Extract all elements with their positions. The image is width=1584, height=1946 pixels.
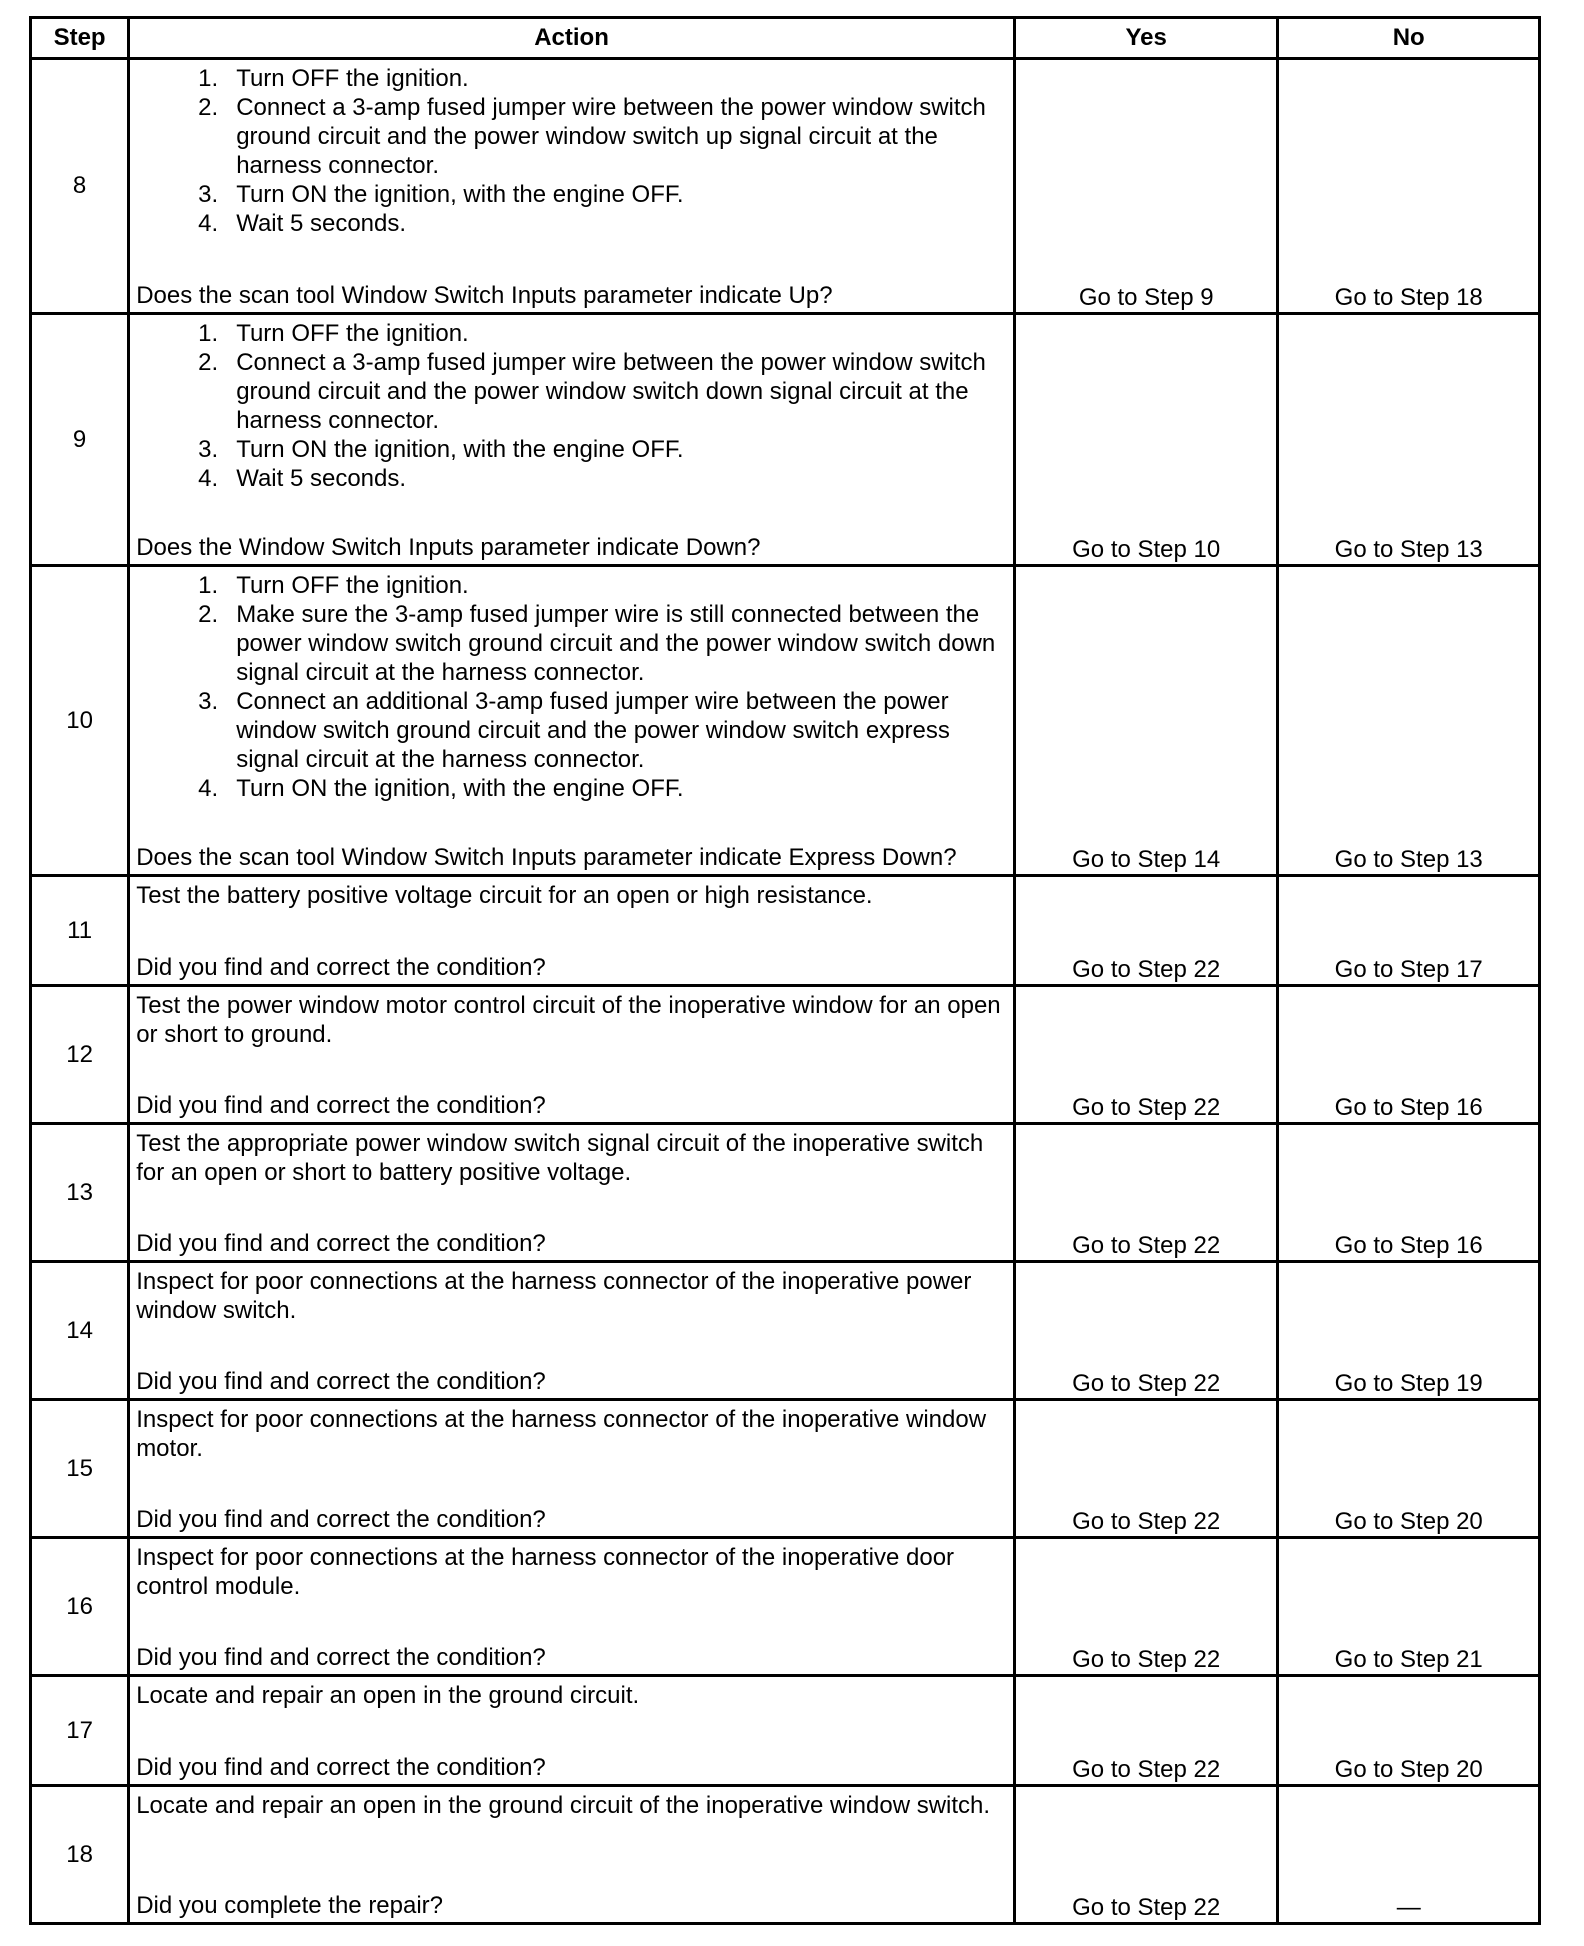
action-question: Did you find and correct the condition? bbox=[136, 1230, 546, 1257]
procedure-step-number: 3. bbox=[198, 688, 219, 715]
action-question: Did you find and correct the condition? bbox=[136, 1368, 546, 1395]
table-row bbox=[31, 986, 1540, 1124]
no-result: Go to Step 19 bbox=[1278, 1262, 1540, 1400]
header-action: Action bbox=[129, 18, 1015, 59]
action-text: Locate and repair an open in the ground circuit of the inoperative window switch. bbox=[136, 1792, 991, 1819]
procedure-step-number: 1. bbox=[198, 65, 219, 92]
step-number: 14 bbox=[31, 1262, 129, 1400]
procedure-step-text: Wait 5 seconds. bbox=[236, 465, 407, 492]
procedure-step-number: 4. bbox=[198, 465, 219, 492]
action-cell bbox=[129, 314, 1015, 566]
procedure-step-text: Turn OFF the ignition. bbox=[236, 320, 469, 347]
procedure-step bbox=[136, 600, 1007, 687]
action-text: Inspect for poor connections at the harness connector of the inoperative door control module. bbox=[136, 1544, 955, 1600]
step-number: 15 bbox=[31, 1400, 129, 1538]
yes-result: Go to Step 22 bbox=[1014, 1538, 1278, 1676]
action-cell bbox=[129, 566, 1015, 876]
action-cell bbox=[129, 986, 1015, 1124]
step-number: 16 bbox=[31, 1538, 129, 1676]
yes-result: Go to Step 22 bbox=[1014, 1400, 1278, 1538]
table-row bbox=[31, 314, 1540, 566]
procedure-step bbox=[136, 571, 1007, 600]
procedure-step-text: Turn OFF the ignition. bbox=[236, 65, 469, 92]
no-result: Go to Step 16 bbox=[1278, 1124, 1540, 1262]
no-result: Go to Step 18 bbox=[1278, 59, 1540, 314]
no-result: Go to Step 20 bbox=[1278, 1400, 1540, 1538]
procedure-step-text: Turn ON the ignition, with the engine OFF. bbox=[236, 436, 684, 463]
step-number: 11 bbox=[31, 876, 129, 986]
step-number: 18 bbox=[31, 1786, 129, 1924]
procedure-step-text: Turn OFF the ignition. bbox=[236, 572, 469, 599]
table-row bbox=[31, 566, 1540, 876]
table-row bbox=[31, 1262, 1540, 1400]
action-cell bbox=[129, 876, 1015, 986]
procedure-list bbox=[136, 319, 1007, 493]
yes-result: Go to Step 22 bbox=[1014, 1676, 1278, 1786]
action-cell bbox=[129, 1262, 1015, 1400]
step-number: 17 bbox=[31, 1676, 129, 1786]
procedure-step bbox=[136, 348, 1007, 435]
action-question: Does the Window Switch Inputs parameter indicate Down? bbox=[136, 534, 761, 561]
table-row bbox=[31, 1400, 1540, 1538]
no-result: Go to Step 13 bbox=[1278, 566, 1540, 876]
step-number: 10 bbox=[31, 566, 129, 876]
action-cell bbox=[129, 1538, 1015, 1676]
step-number: 9 bbox=[31, 314, 129, 566]
procedure-step-text: Connect an additional 3-amp fused jumper wire between the power window switch ground circuit and the power window switch express signal circuit at the harness connector. bbox=[236, 688, 950, 773]
procedure-step bbox=[136, 435, 1007, 464]
action-cell bbox=[129, 1676, 1015, 1786]
action-question: Did you find and correct the condition? bbox=[136, 1506, 546, 1533]
step-number: 13 bbox=[31, 1124, 129, 1262]
yes-result: Go to Step 22 bbox=[1014, 1786, 1278, 1924]
yes-result: Go to Step 10 bbox=[1014, 314, 1278, 566]
action-question: Did you find and correct the condition? bbox=[136, 1754, 546, 1781]
procedure-step bbox=[136, 209, 1007, 238]
header-yes: Yes bbox=[1014, 18, 1278, 59]
no-result: Go to Step 13 bbox=[1278, 314, 1540, 566]
action-question: Did you complete the repair? bbox=[136, 1892, 444, 1919]
action-text: Locate and repair an open in the ground circuit. bbox=[136, 1682, 640, 1709]
action-text: Inspect for poor connections at the harness connector of the inoperative window motor. bbox=[136, 1406, 987, 1462]
procedure-step-text: Turn ON the ignition, with the engine OFF. bbox=[236, 775, 684, 802]
table-row bbox=[31, 1124, 1540, 1262]
table-row bbox=[31, 59, 1540, 314]
procedure-step-number: 3. bbox=[198, 436, 219, 463]
action-text: Inspect for poor connections at the harness connector of the inoperative power window switch. bbox=[136, 1268, 972, 1324]
procedure-step-number: 2. bbox=[198, 94, 219, 121]
action-question: Does the scan tool Window Switch Inputs parameter indicate Express Down? bbox=[136, 844, 957, 871]
header-row bbox=[31, 18, 1540, 59]
procedure-step-text: Turn ON the ignition, with the engine OFF. bbox=[236, 181, 684, 208]
action-cell bbox=[129, 1786, 1015, 1924]
procedure-step-number: 4. bbox=[198, 210, 219, 237]
procedure-step-text: Connect a 3-amp fused jumper wire between the power window switch ground circuit and the power window switch down signal circuit at the harness connector. bbox=[236, 349, 986, 434]
procedure-step-text: Wait 5 seconds. bbox=[236, 210, 407, 237]
action-question: Does the scan tool Window Switch Inputs parameter indicate Up? bbox=[136, 282, 833, 309]
procedure-step bbox=[136, 464, 1007, 493]
yes-result: Go to Step 14 bbox=[1014, 566, 1278, 876]
action-cell bbox=[129, 1124, 1015, 1262]
yes-result: Go to Step 22 bbox=[1014, 876, 1278, 986]
procedure-step bbox=[136, 774, 1007, 803]
action-question: Did you find and correct the condition? bbox=[136, 1092, 546, 1119]
action-text: Test the appropriate power window switch signal circuit of the inoperative switch for an open or short to battery positive voltage. bbox=[136, 1130, 984, 1186]
table-row bbox=[31, 876, 1540, 986]
procedure-step-number: 2. bbox=[198, 601, 219, 628]
procedure-step-number: 1. bbox=[198, 320, 219, 347]
header-no: No bbox=[1278, 18, 1540, 59]
table-row bbox=[31, 1538, 1540, 1676]
procedure-step-number: 2. bbox=[198, 349, 219, 376]
no-result: — bbox=[1278, 1786, 1540, 1924]
step-number: 12 bbox=[31, 986, 129, 1124]
action-cell bbox=[129, 59, 1015, 314]
diagnostic-table bbox=[29, 16, 1541, 1925]
action-text: Test the power window motor control circuit of the inoperative window for an open or short to ground. bbox=[136, 992, 1001, 1048]
yes-result: Go to Step 9 bbox=[1014, 59, 1278, 314]
procedure-list bbox=[136, 64, 1007, 238]
procedure-step-number: 3. bbox=[198, 181, 219, 208]
header-step: Step bbox=[31, 18, 129, 59]
procedure-step-number: 4. bbox=[198, 775, 219, 802]
no-result: Go to Step 20 bbox=[1278, 1676, 1540, 1786]
procedure-step-text: Make sure the 3-amp fused jumper wire is still connected between the power window switch ground circuit and the power window switch down signal circuit at the harness connector. bbox=[236, 601, 996, 686]
procedure-step bbox=[136, 93, 1007, 180]
procedure-step bbox=[136, 64, 1007, 93]
procedure-step-number: 1. bbox=[198, 572, 219, 599]
action-question: Did you find and correct the condition? bbox=[136, 1644, 546, 1671]
no-result: Go to Step 21 bbox=[1278, 1538, 1540, 1676]
procedure-step bbox=[136, 687, 1007, 774]
action-question: Did you find and correct the condition? bbox=[136, 954, 546, 981]
procedure-step-text: Connect a 3-amp fused jumper wire between the power window switch ground circuit and the power window switch up signal circuit at the harness connector. bbox=[236, 94, 986, 179]
procedure-list bbox=[136, 571, 1007, 803]
table-row bbox=[31, 1676, 1540, 1786]
action-cell bbox=[129, 1400, 1015, 1538]
action-text: Test the battery positive voltage circuit for an open or high resistance. bbox=[136, 882, 873, 909]
procedure-step bbox=[136, 180, 1007, 209]
yes-result: Go to Step 22 bbox=[1014, 1124, 1278, 1262]
step-number: 8 bbox=[31, 59, 129, 314]
yes-result: Go to Step 22 bbox=[1014, 986, 1278, 1124]
yes-result: Go to Step 22 bbox=[1014, 1262, 1278, 1400]
no-result: Go to Step 17 bbox=[1278, 876, 1540, 986]
procedure-step bbox=[136, 319, 1007, 348]
table-row bbox=[31, 1786, 1540, 1924]
no-result: Go to Step 16 bbox=[1278, 986, 1540, 1124]
